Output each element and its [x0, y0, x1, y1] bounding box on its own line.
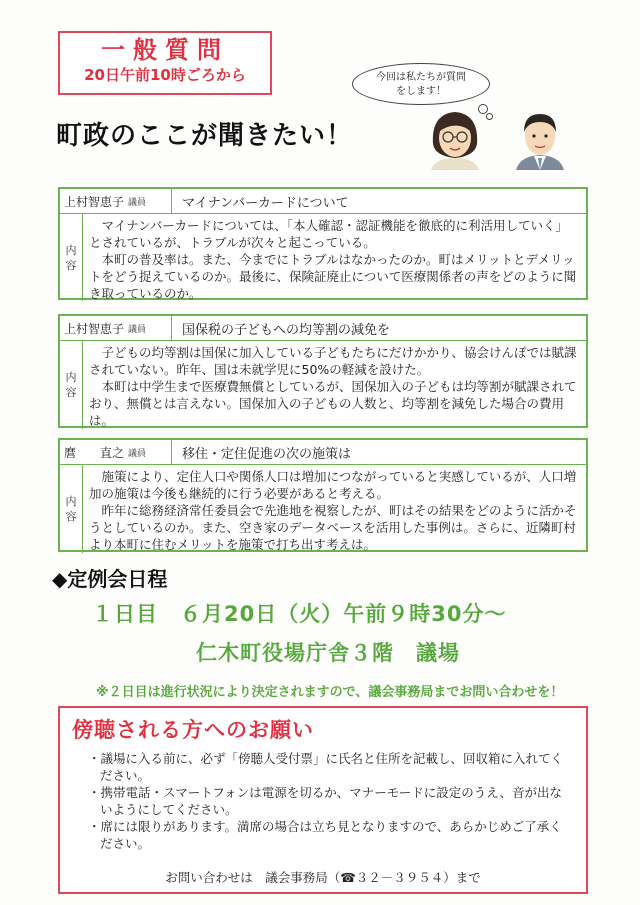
- content-label-char: 容: [65, 386, 77, 399]
- question-header: [60, 316, 586, 341]
- question-paragraph: 施策により、定住人口や関係人口は増加につながっていると実感しているが、人口増加の施策は今後も継続的に行う必要があると考える。: [89, 469, 577, 501]
- session-title: 一般質問: [101, 36, 229, 64]
- question-box-1: [58, 187, 588, 300]
- councillor-role: 議員: [128, 448, 147, 459]
- session-time: 20日午前10時ごろから: [84, 66, 246, 84]
- session-header-box: [58, 31, 272, 95]
- request-list: [88, 750, 568, 852]
- content-label-char: 容: [65, 258, 77, 272]
- content-label: [60, 465, 83, 553]
- content-label: [60, 341, 83, 429]
- request-item: ・席には限りがあります。満席の場合は立ち見となりますので、あらかじめご了承ください。: [88, 819, 562, 851]
- councillor-woman-avatar: [425, 106, 485, 170]
- councillor-role: 議員: [128, 197, 147, 208]
- schedule-note: ※２日目は進行状況により決定されますので、議会事務局までお問い合わせを！: [96, 685, 564, 700]
- question-body: [83, 214, 586, 301]
- contact-info: お問い合わせは 議会事務局（☎３２－３９５４）まで: [165, 870, 481, 885]
- question-topic: 移住・定住促進の次の施策は: [182, 446, 352, 462]
- councillor-role: 議員: [128, 324, 147, 335]
- councillor-name-text: 上村智恵子: [64, 321, 125, 336]
- request-box: [58, 706, 588, 894]
- schedule-day: １日目 ６月20日（火）午前９時30分～: [92, 602, 507, 626]
- question-body: [83, 341, 586, 429]
- content-label-char: 容: [65, 510, 77, 523]
- question-paragraph: 昨年に総務経済常任委員会で先進地を視察したが、町はその結果をどのように活かそうとしているのか。また、空き家のデータベースを活用した事例は。さらに、近隣町村より本町に住むメリットを施策で打ち出す考えは。: [89, 503, 577, 552]
- councillor-name: [60, 316, 172, 340]
- schedule-place: 仁木町役場庁舎３階 議場: [196, 641, 460, 665]
- councillor-name-text: 麿 直之: [64, 445, 125, 460]
- content-label-char: 内: [65, 495, 77, 508]
- bubble-line-1: 今回は私たちが質問: [376, 72, 466, 83]
- content-label-char: 内: [65, 371, 77, 384]
- page-title: 町政のここが聞きたい！: [56, 121, 354, 151]
- request-title: 傍聴される方へのお願い: [72, 718, 314, 742]
- councillor-name: [60, 189, 172, 213]
- bubble-line-2: をします！: [396, 86, 446, 97]
- councillor-name-text: 上村智恵子: [64, 194, 125, 209]
- content-label-char: 内: [65, 243, 77, 257]
- question-header: [60, 440, 586, 465]
- question-paragraph: 子どもの均等割は国保に加入している子どもたちにだけかかり、協会けんぽでは賦課されていない。昨年、国は未就学児に50%の軽減を設けた。: [89, 345, 577, 377]
- question-box-2: [58, 314, 588, 428]
- question-header: [60, 189, 586, 214]
- bubble-tail-dot-small: [486, 113, 493, 120]
- question-box-3: [58, 438, 588, 552]
- councillor-man-avatar: [512, 106, 568, 170]
- request-item: ・携帯電話・スマートフォンは電源を切るか、マナーモードに設定のうえ、音が出ないようにしてください。: [88, 785, 563, 817]
- question-body: [83, 465, 586, 553]
- question-paragraph: マイナンバーカードについては、「本人確認・認証機能を徹底的に利活用していく」とされているが、トラブルが次々と起こっている。: [89, 218, 569, 250]
- request-item: ・議場に入る前に、必ず「傍聴人受付票」に氏名と住所を記載し、回収箱に入れてください。: [88, 751, 564, 783]
- question-paragraph: 本町は中学生まで医療費無償としているが、国保加入の子どもは均等割が賦課されており、無償とは言えない。国保加入の子どもの人数と、均等割を減免した場合の費用は。: [89, 379, 577, 428]
- schedule-title: ◆定例会日程: [52, 567, 168, 591]
- question-topic: マイナンバーカードについて: [182, 195, 349, 211]
- question-topic: 国保税の子どもへの均等割の減免を: [182, 322, 391, 338]
- question-paragraph: 本町の普及率は。また、今までにトラブルはなかったのか。町はメリットとデメリットをどう捉えているのか。最後に、保険証廃止について医療関係者の声をどのように聞き取っているのか。: [89, 252, 577, 301]
- councillor-name: [60, 440, 172, 464]
- speech-bubble: [352, 63, 490, 105]
- content-label: [60, 214, 83, 301]
